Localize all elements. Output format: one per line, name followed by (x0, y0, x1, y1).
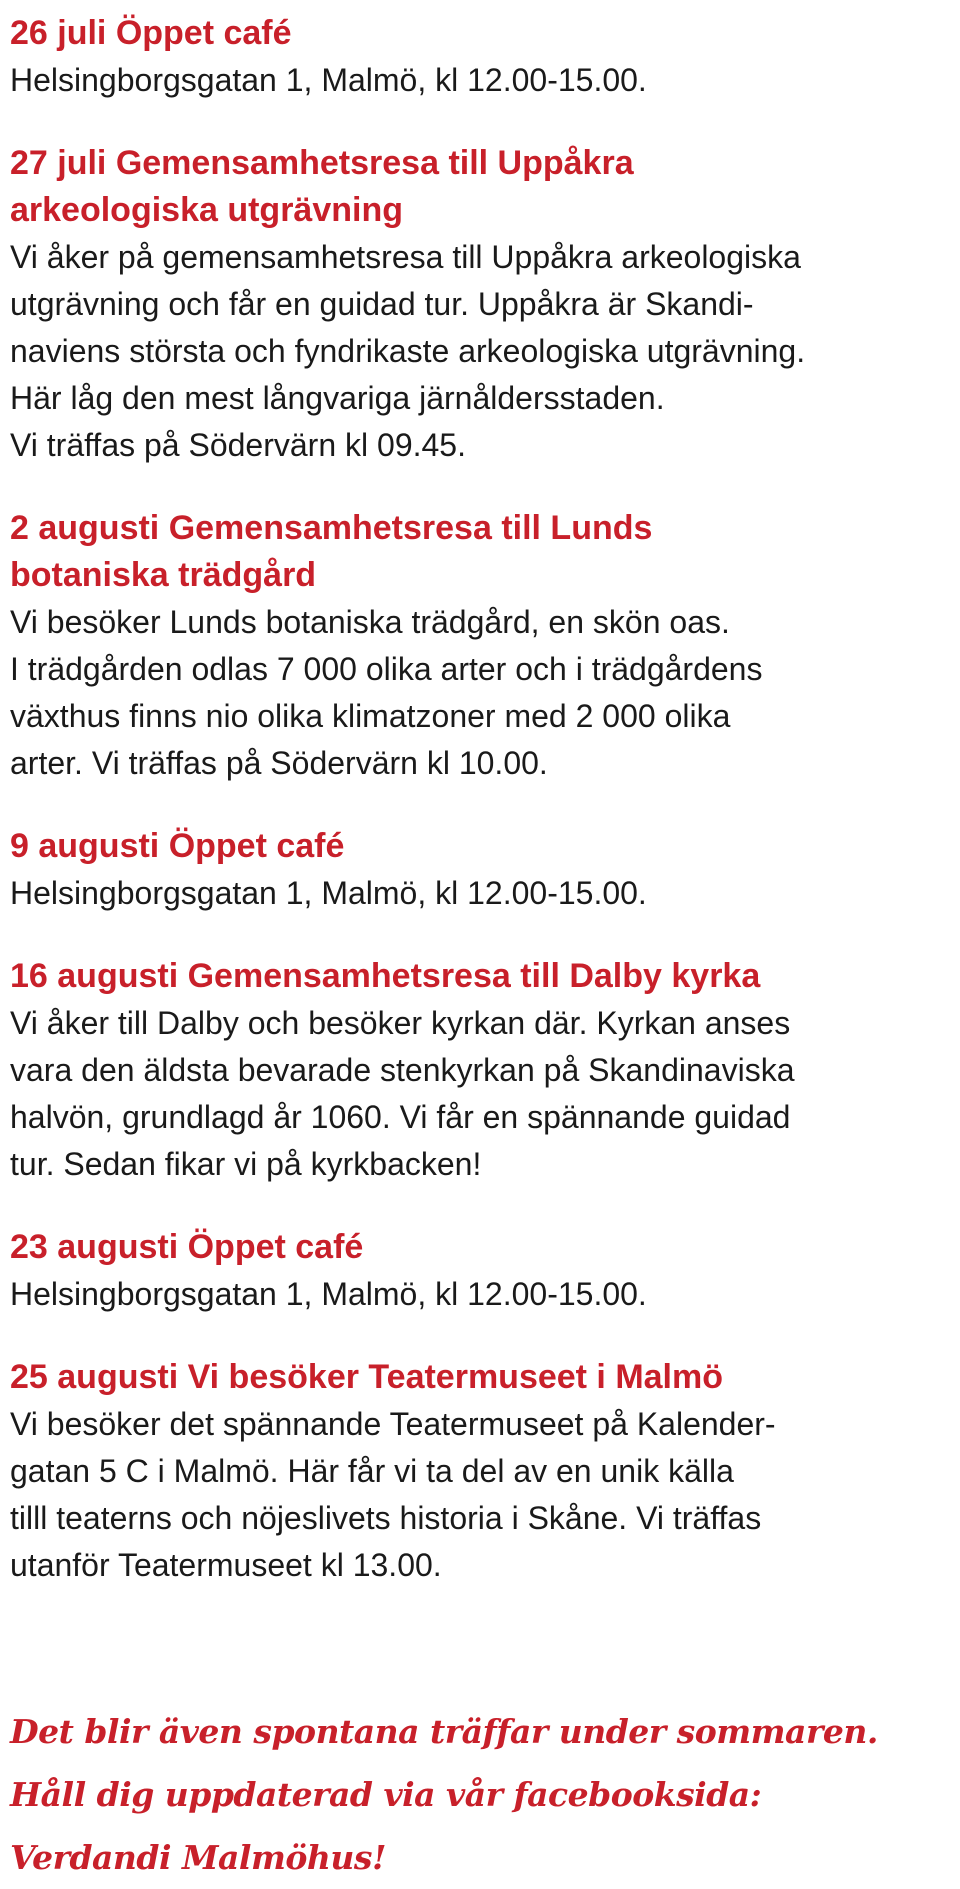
event-description-line: arter. Vi träffas på Södervärn kl 10.00. (10, 745, 548, 781)
event-description (10, 57, 960, 104)
event-title-line: 27 juli Gemensamhetsresa till Uppåkra (10, 144, 634, 182)
event-description-line: halvön, grundlagd år 1060. Vi får en spännande guidad (10, 1099, 791, 1135)
closing-line: Det blir även spontana träffar under sommaren. (10, 1712, 878, 1751)
event-description (10, 234, 960, 469)
event-description-line: utgrävning och får en guidad tur. Uppåkra är Skandi- (10, 286, 754, 322)
event-list (10, 10, 960, 1589)
event-description-line: Vi åker på gemensamhetsresa till Uppåkra arkeologiska (10, 239, 801, 275)
event-title-line: 2 augusti Gemensamhetsresa till Lunds (10, 509, 653, 547)
event-title-line: 23 augusti Öppet café (10, 1228, 364, 1266)
event-description-line: Vi besöker Lunds botaniska trädgård, en skön oas. (10, 604, 730, 640)
event-item (10, 1354, 960, 1589)
event-description-line: tilll teaterns och nöjeslivets historia i Skåne. Vi träffas (10, 1500, 762, 1536)
event-description-line: naviens största och fyndrikaste arkeologiska utgrävning. (10, 333, 806, 369)
event-title-line: 16 augusti Gemensamhetsresa till Dalby kyrka (10, 957, 761, 995)
event-description-line: Vi besöker det spännande Teatermuseet på Kalender- (10, 1406, 776, 1442)
event-description-line: Vi träffas på Södervärn kl 09.45. (10, 427, 466, 463)
event-item (10, 505, 960, 787)
event-description-line: tur. Sedan fikar vi på kyrkbacken! (10, 1146, 482, 1182)
event-description-line: Vi åker till Dalby och besöker kyrkan där. Kyrkan anses (10, 1005, 791, 1041)
event-description-line: Helsingborgsgatan 1, Malmö, kl 12.00-15.00. (10, 62, 647, 98)
closing-message (10, 1700, 878, 1889)
event-title (10, 505, 960, 599)
event-item (10, 10, 960, 104)
event-item (10, 1224, 960, 1318)
event-title-line: 26 juli Öppet café (10, 14, 292, 52)
event-item (10, 140, 960, 469)
event-title (10, 140, 960, 234)
event-title (10, 1224, 960, 1271)
event-description (10, 599, 960, 787)
event-description-line: vara den äldsta bevarade stenkyrkan på Skandinaviska (10, 1052, 795, 1088)
closing-line: Håll dig uppdaterad via vår facebooksida: (10, 1775, 762, 1814)
event-description-line: utanför Teatermuseet kl 13.00. (10, 1547, 442, 1583)
event-title-line: arkeologiska utgrävning (10, 191, 403, 229)
event-description-line: gatan 5 C i Malmö. Här får vi ta del av en unik källa (10, 1453, 734, 1489)
event-description-line: Helsingborgsgatan 1, Malmö, kl 12.00-15.00. (10, 1276, 647, 1312)
event-description (10, 870, 960, 917)
event-title (10, 10, 960, 57)
event-description (10, 1401, 960, 1589)
event-title-line: botaniska trädgård (10, 556, 317, 594)
event-item (10, 823, 960, 917)
event-description-line: Här låg den mest långvariga järnåldersstaden. (10, 380, 665, 416)
event-description (10, 1271, 960, 1318)
event-title-line: 25 augusti Vi besöker Teatermuseet i Malmö (10, 1358, 724, 1396)
event-description-line: växthus finns nio olika klimatzoner med 2 000 olika (10, 698, 731, 734)
event-title (10, 1354, 960, 1401)
event-title-line: 9 augusti Öppet café (10, 827, 345, 865)
event-title (10, 823, 960, 870)
event-item (10, 953, 960, 1188)
event-title (10, 953, 960, 1000)
closing-line: Verdandi Malmöhus! (10, 1838, 386, 1877)
event-description (10, 1000, 960, 1188)
event-description-line: Helsingborgsgatan 1, Malmö, kl 12.00-15.00. (10, 875, 647, 911)
event-description-line: I trädgården odlas 7 000 olika arter och i trädgårdens (10, 651, 763, 687)
